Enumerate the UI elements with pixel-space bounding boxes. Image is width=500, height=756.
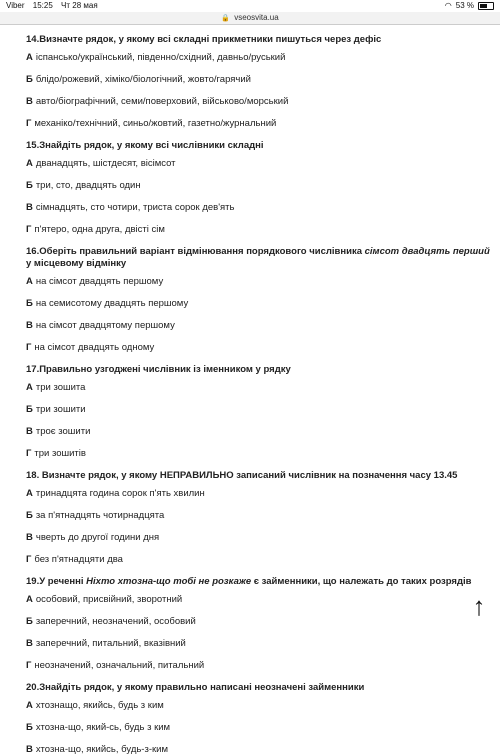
answer-option bbox=[26, 426, 490, 438]
option-letter: Б bbox=[26, 404, 33, 415]
question-title: 14.Визначте рядок, у якому всі складні прикметники пишуться через дефіс bbox=[26, 34, 382, 45]
option-letter: В bbox=[26, 202, 33, 213]
answer-option bbox=[26, 744, 490, 756]
status-bar bbox=[0, 0, 500, 12]
answer-option bbox=[26, 660, 490, 672]
option-letter: Г bbox=[26, 660, 32, 671]
lock-icon: 🔒 bbox=[221, 15, 230, 22]
option-text: заперечний, неозначений, особовий bbox=[35, 616, 196, 627]
option-letter: А bbox=[26, 700, 33, 711]
option-letter: Б bbox=[26, 616, 33, 627]
option-letter: Б bbox=[26, 298, 33, 309]
option-text: тринадцята година сорок п'ять хвилин bbox=[35, 488, 205, 499]
answer-option bbox=[26, 342, 490, 354]
option-text: хтозна-що, який-сь, будь з ким bbox=[35, 722, 171, 733]
option-letter: Б bbox=[26, 510, 33, 521]
status-app: Viber bbox=[6, 1, 25, 10]
option-letter: А bbox=[26, 594, 33, 605]
answer-option bbox=[26, 616, 490, 628]
question-title: 19.У реченні Ніхто хтозна-що тобі не розкаже є займенники, що належать до таких розрядів bbox=[26, 576, 472, 587]
option-text: заперечний, питальний, вказівний bbox=[35, 638, 186, 649]
option-text: сімнадцять, сто чотири, триста сорок дев'ять bbox=[35, 202, 235, 213]
answer-option bbox=[26, 158, 490, 170]
address-bar[interactable] bbox=[0, 12, 500, 25]
answer-option bbox=[26, 594, 490, 606]
option-text: хтозна-що, якийсь, будь-з-ким bbox=[35, 744, 168, 755]
option-text: п'ятеро, одна друга, двісті сім bbox=[34, 224, 165, 235]
question-title: 16.Оберіть правильний варіант відмінювання порядкового числівника сімсот двадцять перший у місцевому відмінку bbox=[26, 246, 490, 269]
option-text: три, сто, двадцять один bbox=[35, 180, 141, 191]
option-text: блідо/рожевий, хіміко/біологічний, жовто/гарячий bbox=[35, 74, 251, 85]
answer-option bbox=[26, 554, 490, 566]
answer-option bbox=[26, 638, 490, 650]
option-letter: В bbox=[26, 532, 33, 543]
option-letter: А bbox=[26, 276, 33, 287]
answer-option bbox=[26, 276, 490, 288]
option-letter: Б bbox=[26, 180, 33, 191]
option-text: три зошити bbox=[35, 404, 86, 415]
question-title: 20.Знайдіть рядок, у якому правильно написані неозначені займенники bbox=[26, 682, 365, 693]
quiz-content bbox=[0, 25, 500, 756]
option-text: на сімсот двадцятому першому bbox=[35, 320, 175, 331]
option-letter: В bbox=[26, 96, 33, 107]
option-letter: В bbox=[26, 320, 33, 331]
option-letter: Г bbox=[26, 118, 32, 129]
option-text: авто/біографічний, семи/поверховий, військово/морський bbox=[35, 96, 289, 107]
question-title: 17.Правильно узгоджені числівник із іменником у рядку bbox=[26, 364, 291, 375]
answer-option bbox=[26, 118, 490, 130]
option-text: хтознащо, якийсь, будь з ким bbox=[35, 700, 164, 711]
answer-option bbox=[26, 180, 490, 192]
option-text: на семисотому двадцять першому bbox=[35, 298, 189, 309]
answer-option bbox=[26, 298, 490, 310]
url-text: vseosvita.ua bbox=[234, 13, 279, 22]
option-letter: А bbox=[26, 382, 33, 393]
option-letter: Г bbox=[26, 554, 32, 565]
option-letter: В bbox=[26, 638, 33, 649]
option-letter: Г bbox=[26, 224, 32, 235]
option-letter: А bbox=[26, 158, 33, 169]
status-date: Чт 28 мая bbox=[61, 1, 98, 10]
answer-option bbox=[26, 404, 490, 416]
option-letter: Б bbox=[26, 722, 33, 733]
option-text: на сімсот двадцять першому bbox=[35, 276, 164, 287]
option-text: чверть до другої години дня bbox=[35, 532, 160, 543]
answer-option bbox=[26, 74, 490, 86]
answer-option bbox=[26, 52, 490, 64]
answer-option bbox=[26, 532, 490, 544]
option-text: троє зошити bbox=[35, 426, 91, 437]
option-letter: В bbox=[26, 426, 33, 437]
wifi-icon: ◠ bbox=[444, 1, 452, 10]
question-title: 18. Визначте рядок, у якому НЕПРАВИЛЬНО записаний числівник на позначення часу 13.45 bbox=[26, 470, 458, 481]
option-text: за п'ятнадцять чотирнадцята bbox=[35, 510, 165, 521]
option-text: механіко/технічний, синьо/жовтий, газетно/журнальний bbox=[34, 118, 277, 129]
option-text: особовий, присвійний, зворотний bbox=[35, 594, 183, 605]
option-text: неозначений, означальний, питальний bbox=[34, 660, 205, 671]
answer-option bbox=[26, 96, 490, 108]
option-text: три зошита bbox=[35, 382, 86, 393]
option-text: на сімсот двадцять одному bbox=[34, 342, 155, 353]
answer-option bbox=[26, 722, 490, 734]
option-letter: А bbox=[26, 52, 33, 63]
option-letter: Г bbox=[26, 342, 32, 353]
answer-option bbox=[26, 320, 490, 332]
option-letter: А bbox=[26, 488, 33, 499]
status-time: 15:25 bbox=[32, 1, 53, 10]
answer-option bbox=[26, 510, 490, 522]
answer-option bbox=[26, 448, 490, 460]
answer-option bbox=[26, 700, 490, 712]
scroll-to-top-arrow-icon[interactable]: ↑ bbox=[472, 590, 486, 621]
answer-option bbox=[26, 202, 490, 214]
option-text: дванадцять, шістдесят, вісімсот bbox=[35, 158, 176, 169]
question-title: 15.Знайдіть рядок, у якому всі числівники складні bbox=[26, 140, 264, 151]
option-letter: В bbox=[26, 744, 33, 755]
option-text: без п'ятнадцяти два bbox=[34, 554, 123, 565]
answer-option bbox=[26, 488, 490, 500]
answer-option bbox=[26, 382, 490, 394]
option-letter: Б bbox=[26, 74, 33, 85]
option-letter: Г bbox=[26, 448, 32, 459]
answer-option bbox=[26, 224, 490, 236]
battery-percent: 53 % bbox=[455, 1, 474, 10]
option-text: три зошитів bbox=[34, 448, 86, 459]
option-text: іспансько/український, південно/східний, давньо/руський bbox=[35, 52, 286, 63]
battery-icon bbox=[478, 2, 494, 10]
